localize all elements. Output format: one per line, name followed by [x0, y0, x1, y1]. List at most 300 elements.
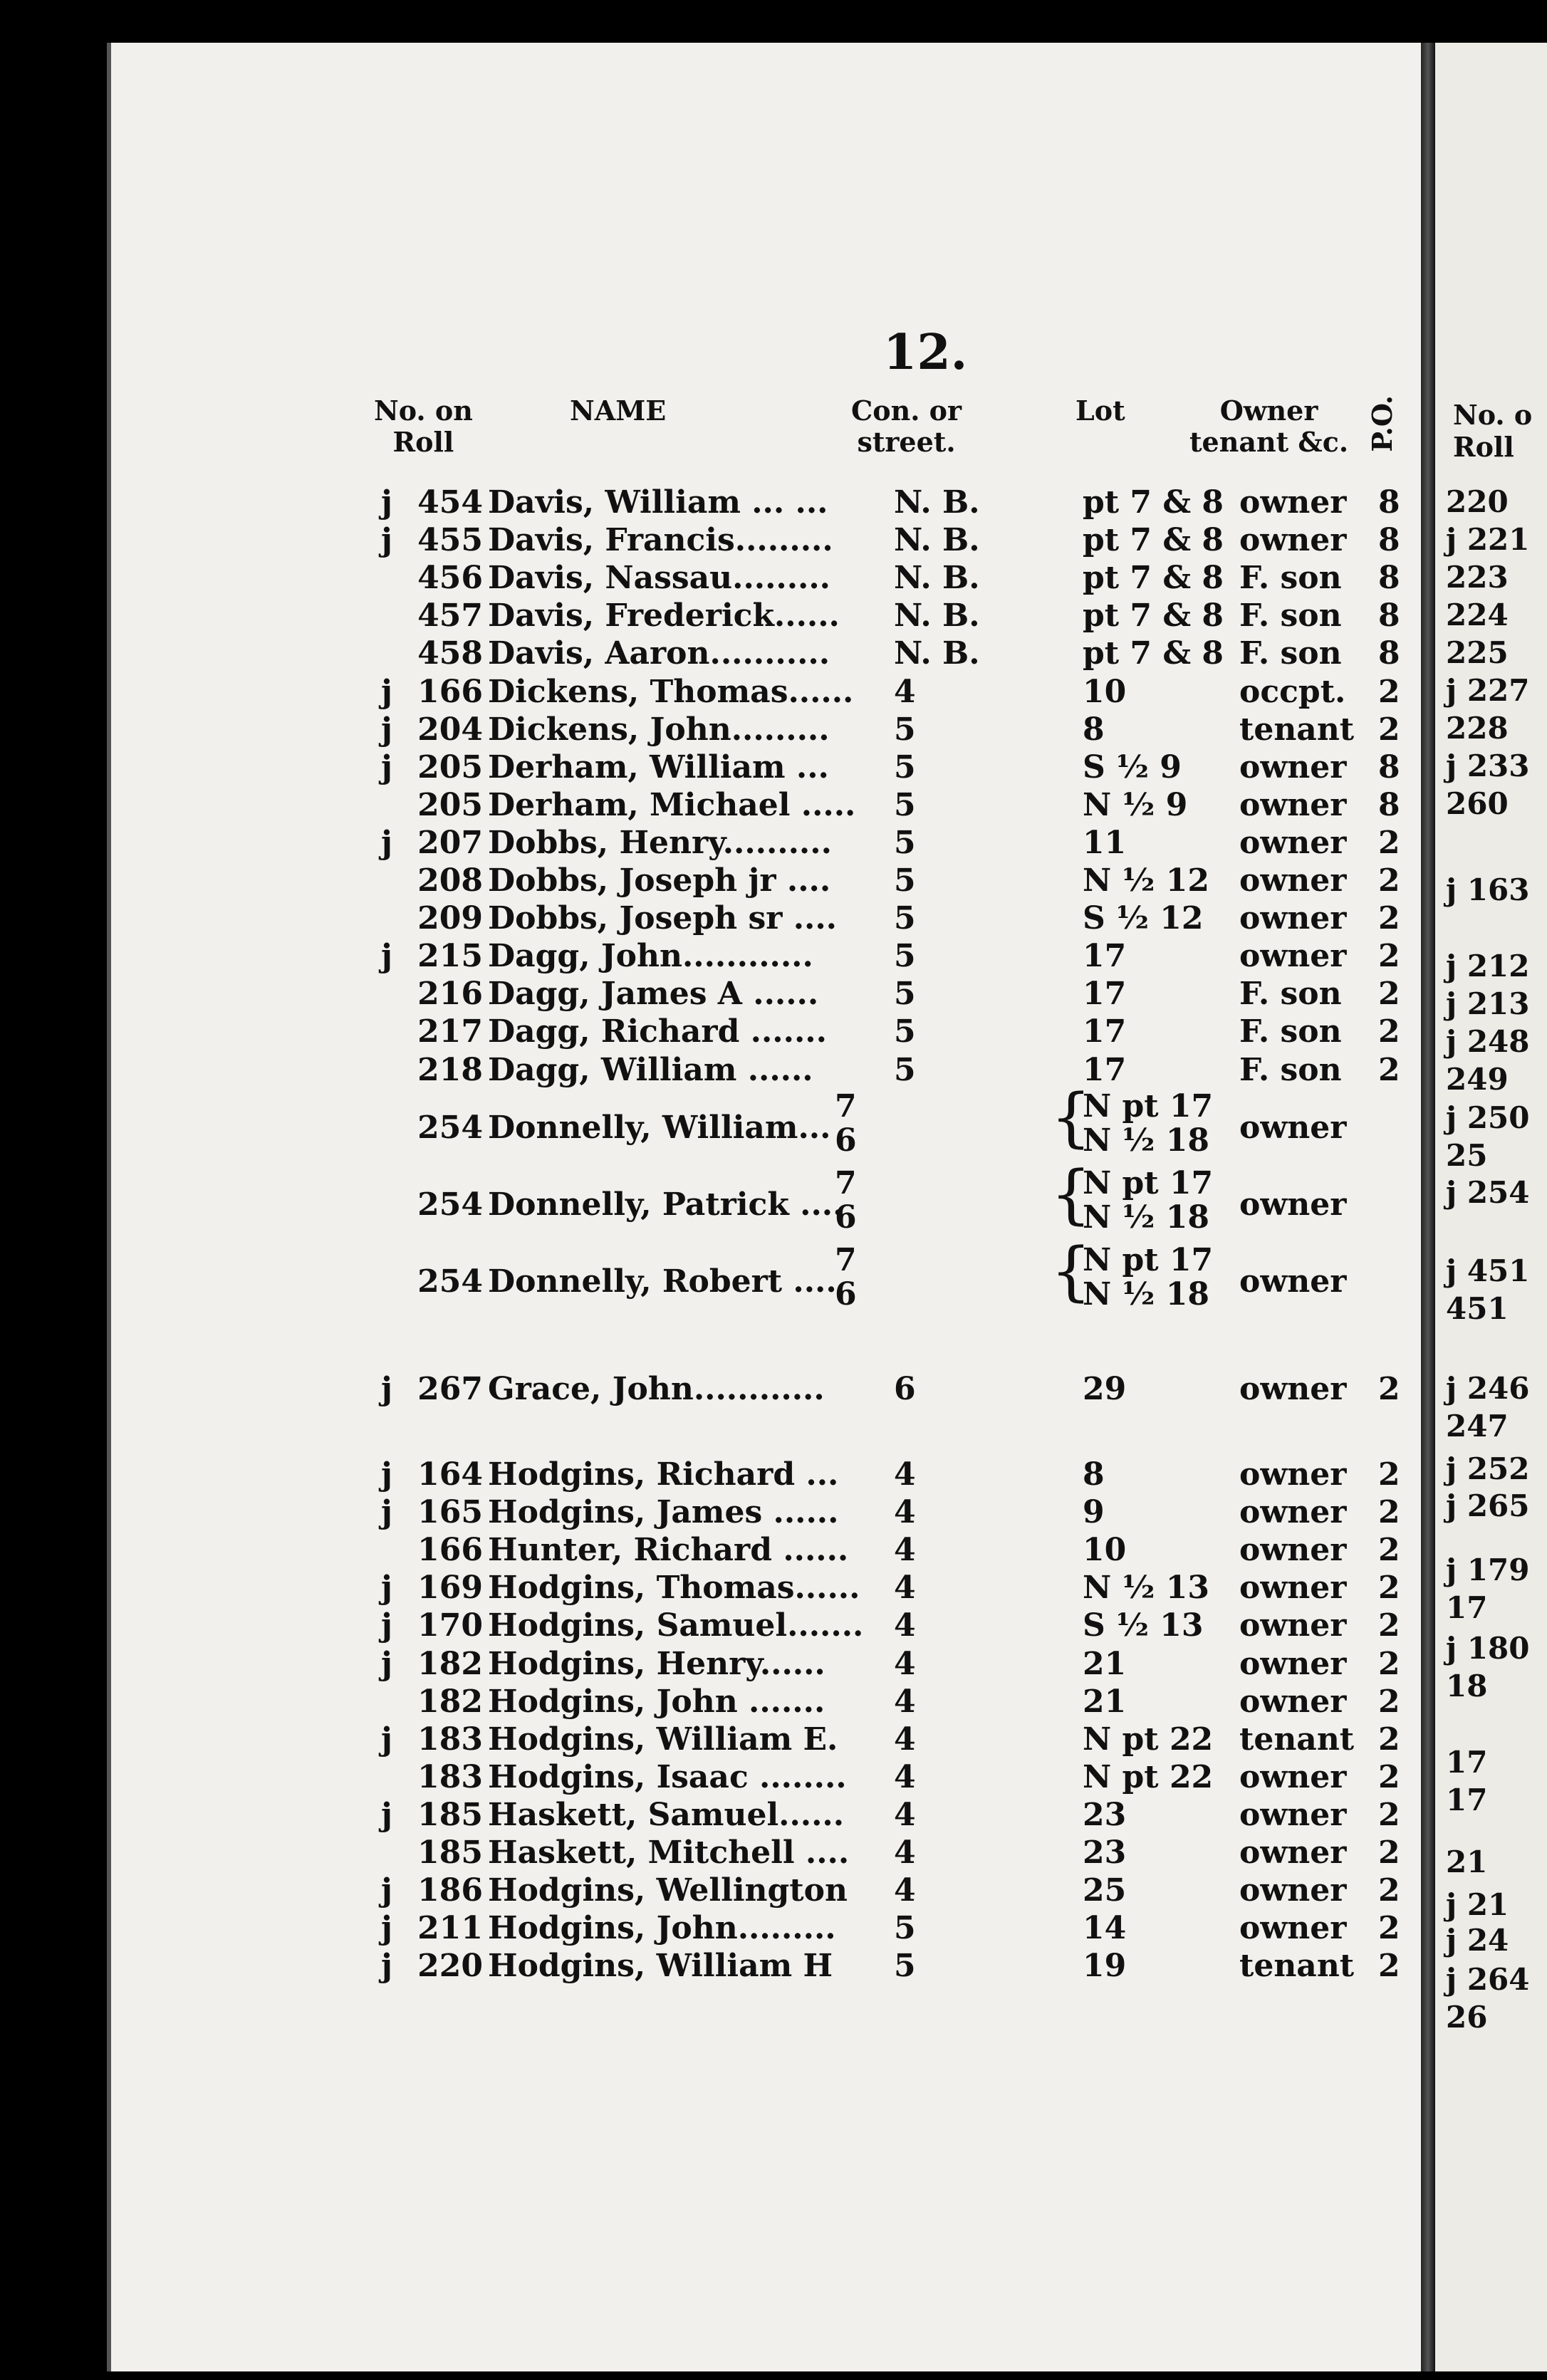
cell-owner: owner	[1239, 862, 1347, 899]
adjacent-fragment: j 21	[1446, 1887, 1509, 1922]
cell-roll: 216	[417, 976, 483, 1013]
cell-name: Davis, William ... ...	[488, 484, 828, 521]
table-row	[0, 711, 1547, 749]
adjacent-fragment: 451	[1446, 1291, 1509, 1326]
cell-mark: j	[381, 522, 392, 559]
cell-name: Dagg, John............	[488, 938, 813, 975]
cell-con: 5	[894, 824, 916, 861]
cell-name: Davis, Francis.........	[488, 522, 833, 559]
header-po: P.O.	[1366, 395, 1398, 452]
cell-con: N. B.	[894, 560, 980, 597]
cell-roll: 185	[417, 1834, 483, 1871]
cell-con: 4	[894, 1834, 916, 1871]
cell-name: Hodgins, Samuel.......	[488, 1607, 864, 1644]
cell-po: 2	[1378, 1570, 1400, 1607]
cell-roll: 254	[417, 1263, 483, 1300]
cell-roll: 186	[417, 1872, 483, 1909]
cell-roll: 254	[417, 1186, 483, 1223]
cell-mark: j	[381, 711, 392, 748]
header-lot: Lot	[1075, 395, 1125, 427]
adjacent-fragment: 260	[1446, 786, 1509, 821]
adjacent-fragment: 17	[1446, 1590, 1488, 1625]
cell-mark: j	[381, 484, 392, 521]
cell-lot: pt 7 & 8	[1083, 560, 1224, 597]
table-row	[0, 1797, 1547, 1834]
cell-con: 5	[894, 748, 916, 785]
cell-owner: owner	[1239, 1872, 1347, 1909]
cell-lot: 29	[1083, 1371, 1127, 1407]
cell-po: 8	[1378, 484, 1400, 521]
adjacent-fragment: j 24	[1446, 1923, 1509, 1958]
cell-con: 5	[894, 1910, 916, 1947]
cell-owner: F. son	[1239, 560, 1342, 597]
cell-owner: tenant	[1239, 711, 1355, 748]
cell-con-a: 7	[835, 1242, 857, 1278]
table-row	[0, 1494, 1547, 1532]
cell-con: 6	[894, 1371, 916, 1407]
cell-owner: owner	[1239, 900, 1347, 937]
cell-lot: 23	[1083, 1834, 1127, 1871]
cell-con-a: 7	[835, 1165, 857, 1201]
cell-mark: j	[381, 1721, 392, 1758]
cell-owner: tenant	[1239, 1721, 1355, 1758]
cell-po: 2	[1378, 1013, 1400, 1050]
brace-mark: {	[1051, 1234, 1092, 1309]
adjacent-fragment: 249	[1446, 1062, 1509, 1097]
cell-po: 2	[1378, 1371, 1400, 1407]
adjacent-fragment: j 250	[1446, 1100, 1530, 1135]
table-row	[0, 976, 1547, 1013]
table-row	[0, 862, 1547, 900]
cell-roll: 254	[417, 1110, 483, 1146]
cell-roll: 185	[417, 1796, 483, 1833]
cell-name: Dickens, Thomas......	[488, 673, 854, 710]
cell-owner: owner	[1239, 484, 1347, 521]
cell-roll: 215	[417, 938, 483, 975]
cell-roll: 205	[417, 786, 483, 823]
cell-po: 2	[1378, 1721, 1400, 1758]
cell-lot: pt 7 & 8	[1083, 484, 1224, 521]
cell-name: Davis, Frederick......	[488, 597, 840, 635]
cell-con: 4	[894, 1721, 916, 1758]
cell-lot: N ½ 13	[1083, 1570, 1209, 1607]
cell-lot-b: N ½ 18	[1083, 1122, 1209, 1159]
cell-roll: 217	[417, 1013, 483, 1050]
cell-roll: 456	[417, 560, 483, 597]
cell-owner: F. son	[1239, 635, 1342, 672]
cell-con-b: 6	[835, 1276, 857, 1312]
cell-mark: j	[381, 1371, 392, 1407]
cell-roll: 165	[417, 1494, 483, 1531]
cell-po: 2	[1378, 1872, 1400, 1909]
cell-name: Hodgins, James ......	[488, 1494, 839, 1531]
cell-name: Dagg, Richard .......	[488, 1013, 827, 1050]
table-row	[0, 1013, 1547, 1051]
cell-lot: N pt 22	[1083, 1721, 1214, 1758]
adjacent-fragment: j 179	[1446, 1552, 1530, 1587]
table-row	[0, 1456, 1547, 1494]
cell-mark: j	[381, 1570, 392, 1607]
cell-po: 2	[1378, 1532, 1400, 1569]
cell-con: 5	[894, 711, 916, 748]
cell-po: 2	[1378, 1683, 1400, 1720]
cell-con: 4	[894, 673, 916, 710]
adjacent-fragment: j 248	[1446, 1024, 1530, 1059]
cell-lot: N ½ 12	[1083, 862, 1209, 899]
adjacent-fragment: j 233	[1446, 748, 1530, 783]
table-row	[0, 560, 1547, 597]
adjacent-fragment: 17	[1446, 1745, 1488, 1780]
table-row	[0, 1872, 1547, 1910]
table-row	[0, 1646, 1547, 1684]
cell-mark: j	[381, 1910, 392, 1947]
cell-con-b: 6	[835, 1122, 857, 1159]
cell-roll: 209	[417, 900, 483, 937]
table-row	[0, 1607, 1547, 1645]
adjacent-fragment: j 252	[1446, 1451, 1530, 1486]
cell-owner: owner	[1239, 1110, 1347, 1146]
cell-name: Dagg, James A ......	[488, 976, 819, 1013]
cell-roll: 205	[417, 748, 483, 785]
adjacent-fragment: 224	[1446, 597, 1509, 632]
cell-name: Haskett, Samuel......	[488, 1796, 845, 1833]
cell-po: 8	[1378, 748, 1400, 785]
cell-lot-b: N ½ 18	[1083, 1276, 1209, 1312]
cell-name: Hodgins, John.........	[488, 1910, 836, 1947]
cell-lot: pt 7 & 8	[1083, 635, 1224, 672]
cell-con: 5	[894, 938, 916, 975]
adjacent-fragment: 26	[1446, 2000, 1488, 2035]
cell-owner: F. son	[1239, 1013, 1342, 1050]
adjacent-fragment: j 254	[1446, 1175, 1530, 1210]
cell-po: 2	[1378, 1494, 1400, 1531]
cell-roll: 183	[417, 1721, 483, 1758]
cell-con: 5	[894, 1948, 916, 1985]
cell-con-b: 6	[835, 1199, 857, 1236]
cell-lot: 9	[1083, 1494, 1105, 1531]
cell-lot-b: N ½ 18	[1083, 1199, 1209, 1236]
cell-owner: tenant	[1239, 1948, 1355, 1985]
table-row	[0, 1052, 1547, 1090]
cell-owner: F. son	[1239, 597, 1342, 635]
cell-name: Dagg, William ......	[488, 1051, 813, 1088]
cell-roll: 170	[417, 1607, 483, 1644]
table-row	[0, 1721, 1547, 1759]
cell-lot: S ½ 12	[1083, 900, 1204, 937]
adjacent-fragment: 220	[1446, 484, 1509, 519]
table-row	[0, 749, 1547, 787]
cell-lot: 17	[1083, 1013, 1127, 1050]
cell-con: 4	[894, 1796, 916, 1833]
header-name: NAME	[570, 395, 667, 427]
cell-owner: owner	[1239, 938, 1347, 975]
adjacent-header: No. o Roll	[1453, 399, 1533, 463]
cell-mark: j	[381, 1948, 392, 1985]
cell-mark: j	[381, 1456, 392, 1493]
cell-con: N. B.	[894, 597, 980, 635]
cell-name: Davis, Nassau.........	[488, 560, 830, 597]
cell-name: Hodgins, William E.	[488, 1721, 838, 1758]
cell-lot: 25	[1083, 1872, 1127, 1909]
cell-po: 2	[1378, 976, 1400, 1013]
adjacent-fragment: j 246	[1446, 1371, 1530, 1406]
cell-lot: pt 7 & 8	[1083, 597, 1224, 635]
cell-roll: 204	[417, 711, 483, 748]
cell-po: 2	[1378, 862, 1400, 899]
table-row	[0, 1948, 1547, 1985]
cell-po: 8	[1378, 635, 1400, 672]
cell-lot: 11	[1083, 824, 1127, 861]
cell-roll: 166	[417, 1532, 483, 1569]
cell-lot: 17	[1083, 938, 1127, 975]
cell-roll: 166	[417, 673, 483, 710]
cell-po: 2	[1378, 1910, 1400, 1947]
cell-lot: 19	[1083, 1948, 1127, 1985]
cell-name: Hodgins, Henry......	[488, 1645, 825, 1682]
adjacent-fragment: 223	[1446, 560, 1509, 595]
adjacent-fragment: 228	[1446, 711, 1509, 746]
cell-lot: S ½ 9	[1083, 748, 1182, 785]
adjacent-fragment: j 180	[1446, 1631, 1530, 1666]
cell-owner: owner	[1239, 786, 1347, 823]
cell-roll: 211	[417, 1910, 483, 1947]
cell-name: Dickens, John.........	[488, 711, 830, 748]
cell-po: 2	[1378, 1051, 1400, 1088]
cell-owner: owner	[1239, 1532, 1347, 1569]
cell-name: Haskett, Mitchell ....	[488, 1834, 850, 1871]
cell-con: 5	[894, 786, 916, 823]
cell-roll: 267	[417, 1371, 483, 1407]
adjacent-fragment: j 213	[1446, 986, 1530, 1021]
adjacent-fragment: j 227	[1446, 673, 1530, 708]
cell-mark: j	[381, 1607, 392, 1644]
cell-lot: 14	[1083, 1910, 1127, 1947]
adjacent-fragment: j 221	[1446, 522, 1530, 557]
cell-po: 2	[1378, 1645, 1400, 1682]
table-row	[0, 900, 1547, 938]
cell-con: 5	[894, 862, 916, 899]
cell-mark: j	[381, 938, 392, 975]
table-row	[0, 1532, 1547, 1570]
adjacent-fragment: 225	[1446, 635, 1509, 670]
cell-owner: owner	[1239, 1607, 1347, 1644]
cell-con: 4	[894, 1758, 916, 1795]
cell-name: Hodgins, Wellington	[488, 1872, 848, 1909]
cell-po: 8	[1378, 522, 1400, 559]
cell-po: 2	[1378, 711, 1400, 748]
cell-po: 2	[1378, 1948, 1400, 1985]
cell-con: 5	[894, 976, 916, 1013]
cell-owner: owner	[1239, 1834, 1347, 1871]
header-roll: No. on Roll	[374, 395, 473, 458]
cell-roll: 218	[417, 1051, 483, 1088]
cell-owner: owner	[1239, 1910, 1347, 1947]
cell-con: 4	[894, 1532, 916, 1569]
cell-con: 5	[894, 1013, 916, 1050]
cell-mark: j	[381, 824, 392, 861]
cell-name: Hodgins, Thomas......	[488, 1570, 860, 1607]
cell-lot: 23	[1083, 1796, 1127, 1833]
cell-po: 2	[1378, 1758, 1400, 1795]
table-row	[0, 635, 1547, 673]
brace-mark: {	[1051, 1080, 1092, 1155]
cell-con: 5	[894, 900, 916, 937]
cell-owner: owner	[1239, 748, 1347, 785]
cell-name: Dobbs, Henry..........	[488, 824, 832, 861]
table-row	[0, 1570, 1547, 1607]
cell-lot: S ½ 13	[1083, 1607, 1204, 1644]
cell-roll: 208	[417, 862, 483, 899]
cell-owner: F. son	[1239, 1051, 1342, 1088]
table-row	[0, 1910, 1547, 1948]
cell-lot: N pt 22	[1083, 1758, 1214, 1795]
header-owner: Owner tenant &c.	[1189, 395, 1349, 458]
cell-lot: N ½ 9	[1083, 786, 1188, 823]
cell-owner: owner	[1239, 824, 1347, 861]
cell-owner: owner	[1239, 1263, 1347, 1300]
header-con: Con. or street.	[851, 395, 962, 458]
cell-lot-a: N pt 17	[1083, 1088, 1214, 1124]
cell-po: 8	[1378, 597, 1400, 635]
cell-roll: 169	[417, 1570, 483, 1607]
cell-mark: j	[381, 673, 392, 710]
cell-po: 8	[1378, 786, 1400, 823]
adjacent-fragment: j 163	[1446, 872, 1530, 907]
cell-name: Hodgins, Isaac ........	[488, 1758, 847, 1795]
cell-po: 8	[1378, 560, 1400, 597]
cell-roll: 164	[417, 1456, 483, 1493]
cell-roll: 207	[417, 824, 483, 861]
cell-con: N. B.	[894, 522, 980, 559]
cell-name: Donnelly, Patrick ....	[488, 1186, 844, 1223]
cell-con: 4	[894, 1494, 916, 1531]
cell-lot-a: N pt 17	[1083, 1242, 1214, 1278]
cell-lot: 8	[1083, 1456, 1105, 1493]
cell-name: Donnelly, William...	[488, 1110, 831, 1146]
cell-name: Hodgins, William H	[488, 1948, 833, 1985]
table-row	[0, 597, 1547, 635]
adjacent-fragment: 25	[1446, 1138, 1488, 1173]
cell-mark: j	[381, 748, 392, 785]
cell-con: 4	[894, 1683, 916, 1720]
cell-name: Dobbs, Joseph jr ....	[488, 862, 831, 899]
table-row	[0, 674, 1547, 711]
cell-roll: 455	[417, 522, 483, 559]
cell-mark: j	[381, 1494, 392, 1531]
cell-roll: 458	[417, 635, 483, 672]
cell-name: Davis, Aaron...........	[488, 635, 830, 672]
cell-lot: pt 7 & 8	[1083, 522, 1224, 559]
cell-name: Grace, John............	[488, 1371, 825, 1407]
page-number: 12.	[883, 324, 968, 381]
cell-po: 2	[1378, 1456, 1400, 1493]
cell-po: 2	[1378, 1607, 1400, 1644]
table-row	[0, 522, 1547, 560]
cell-po: 2	[1378, 824, 1400, 861]
cell-roll: 182	[417, 1645, 483, 1682]
adjacent-fragment: 17	[1446, 1783, 1488, 1817]
table-row	[0, 484, 1547, 522]
cell-lot: 21	[1083, 1645, 1127, 1682]
table-row	[0, 1684, 1547, 1721]
cell-con: 4	[894, 1872, 916, 1909]
cell-lot: 17	[1083, 1051, 1127, 1088]
cell-owner: occpt.	[1239, 673, 1346, 710]
cell-owner: owner	[1239, 1645, 1347, 1682]
adjacent-fragment: 21	[1446, 1844, 1488, 1879]
cell-name: Derham, Michael .....	[488, 786, 856, 823]
adjacent-fragment: j 451	[1446, 1253, 1530, 1288]
cell-con-a: 7	[835, 1088, 857, 1124]
cell-owner: owner	[1239, 1758, 1347, 1795]
cell-po: 2	[1378, 1796, 1400, 1833]
page-gutter-shadow	[1421, 43, 1435, 2371]
adjacent-fragment: j 212	[1446, 949, 1530, 983]
cell-owner: F. son	[1239, 976, 1342, 1013]
cell-name: Hodgins, Richard ...	[488, 1456, 839, 1493]
cell-roll: 457	[417, 597, 483, 635]
adjacent-fragment: j 264	[1446, 1962, 1530, 1997]
cell-lot-a: N pt 17	[1083, 1165, 1214, 1201]
cell-mark: j	[381, 1796, 392, 1833]
cell-name: Hodgins, John .......	[488, 1683, 825, 1720]
cell-name: Hunter, Richard ......	[488, 1532, 849, 1569]
cell-owner: owner	[1239, 522, 1347, 559]
cell-owner: owner	[1239, 1186, 1347, 1223]
cell-mark: j	[381, 1872, 392, 1909]
cell-owner: owner	[1239, 1796, 1347, 1833]
cell-lot: 10	[1083, 1532, 1127, 1569]
cell-owner: owner	[1239, 1570, 1347, 1607]
cell-lot: 10	[1083, 673, 1127, 710]
cell-owner: owner	[1239, 1371, 1347, 1407]
cell-lot: 17	[1083, 976, 1127, 1013]
cell-con: N. B.	[894, 484, 980, 521]
cell-po: 2	[1378, 673, 1400, 710]
cell-name: Donnelly, Robert ....	[488, 1263, 837, 1300]
table-row	[0, 825, 1547, 862]
cell-po: 2	[1378, 900, 1400, 937]
cell-name: Dobbs, Joseph sr ....	[488, 900, 837, 937]
cell-lot: 21	[1083, 1683, 1127, 1720]
brace-mark: {	[1051, 1157, 1092, 1232]
cell-lot: 8	[1083, 711, 1105, 748]
cell-roll: 454	[417, 484, 483, 521]
table-row	[0, 1759, 1547, 1797]
cell-owner: owner	[1239, 1494, 1347, 1531]
cell-roll: 183	[417, 1758, 483, 1795]
cell-owner: owner	[1239, 1683, 1347, 1720]
table-row	[0, 1371, 1547, 1409]
adjacent-fragment: 247	[1446, 1409, 1509, 1444]
cell-po: 2	[1378, 938, 1400, 975]
adjacent-fragment: j 265	[1446, 1488, 1530, 1523]
adjacent-fragment: 18	[1446, 1669, 1488, 1703]
cell-roll: 182	[417, 1683, 483, 1720]
cell-con: 4	[894, 1607, 916, 1644]
table-row	[0, 1834, 1547, 1872]
cell-po: 2	[1378, 1834, 1400, 1871]
cell-con: N. B.	[894, 635, 980, 672]
cell-name: Derham, William ...	[488, 748, 829, 785]
cell-roll: 220	[417, 1948, 483, 1985]
cell-con: 4	[894, 1570, 916, 1607]
table-row	[0, 938, 1547, 976]
cell-mark: j	[381, 1645, 392, 1682]
cell-con: 4	[894, 1456, 916, 1493]
cell-con: 4	[894, 1645, 916, 1682]
cell-owner: owner	[1239, 1456, 1347, 1493]
